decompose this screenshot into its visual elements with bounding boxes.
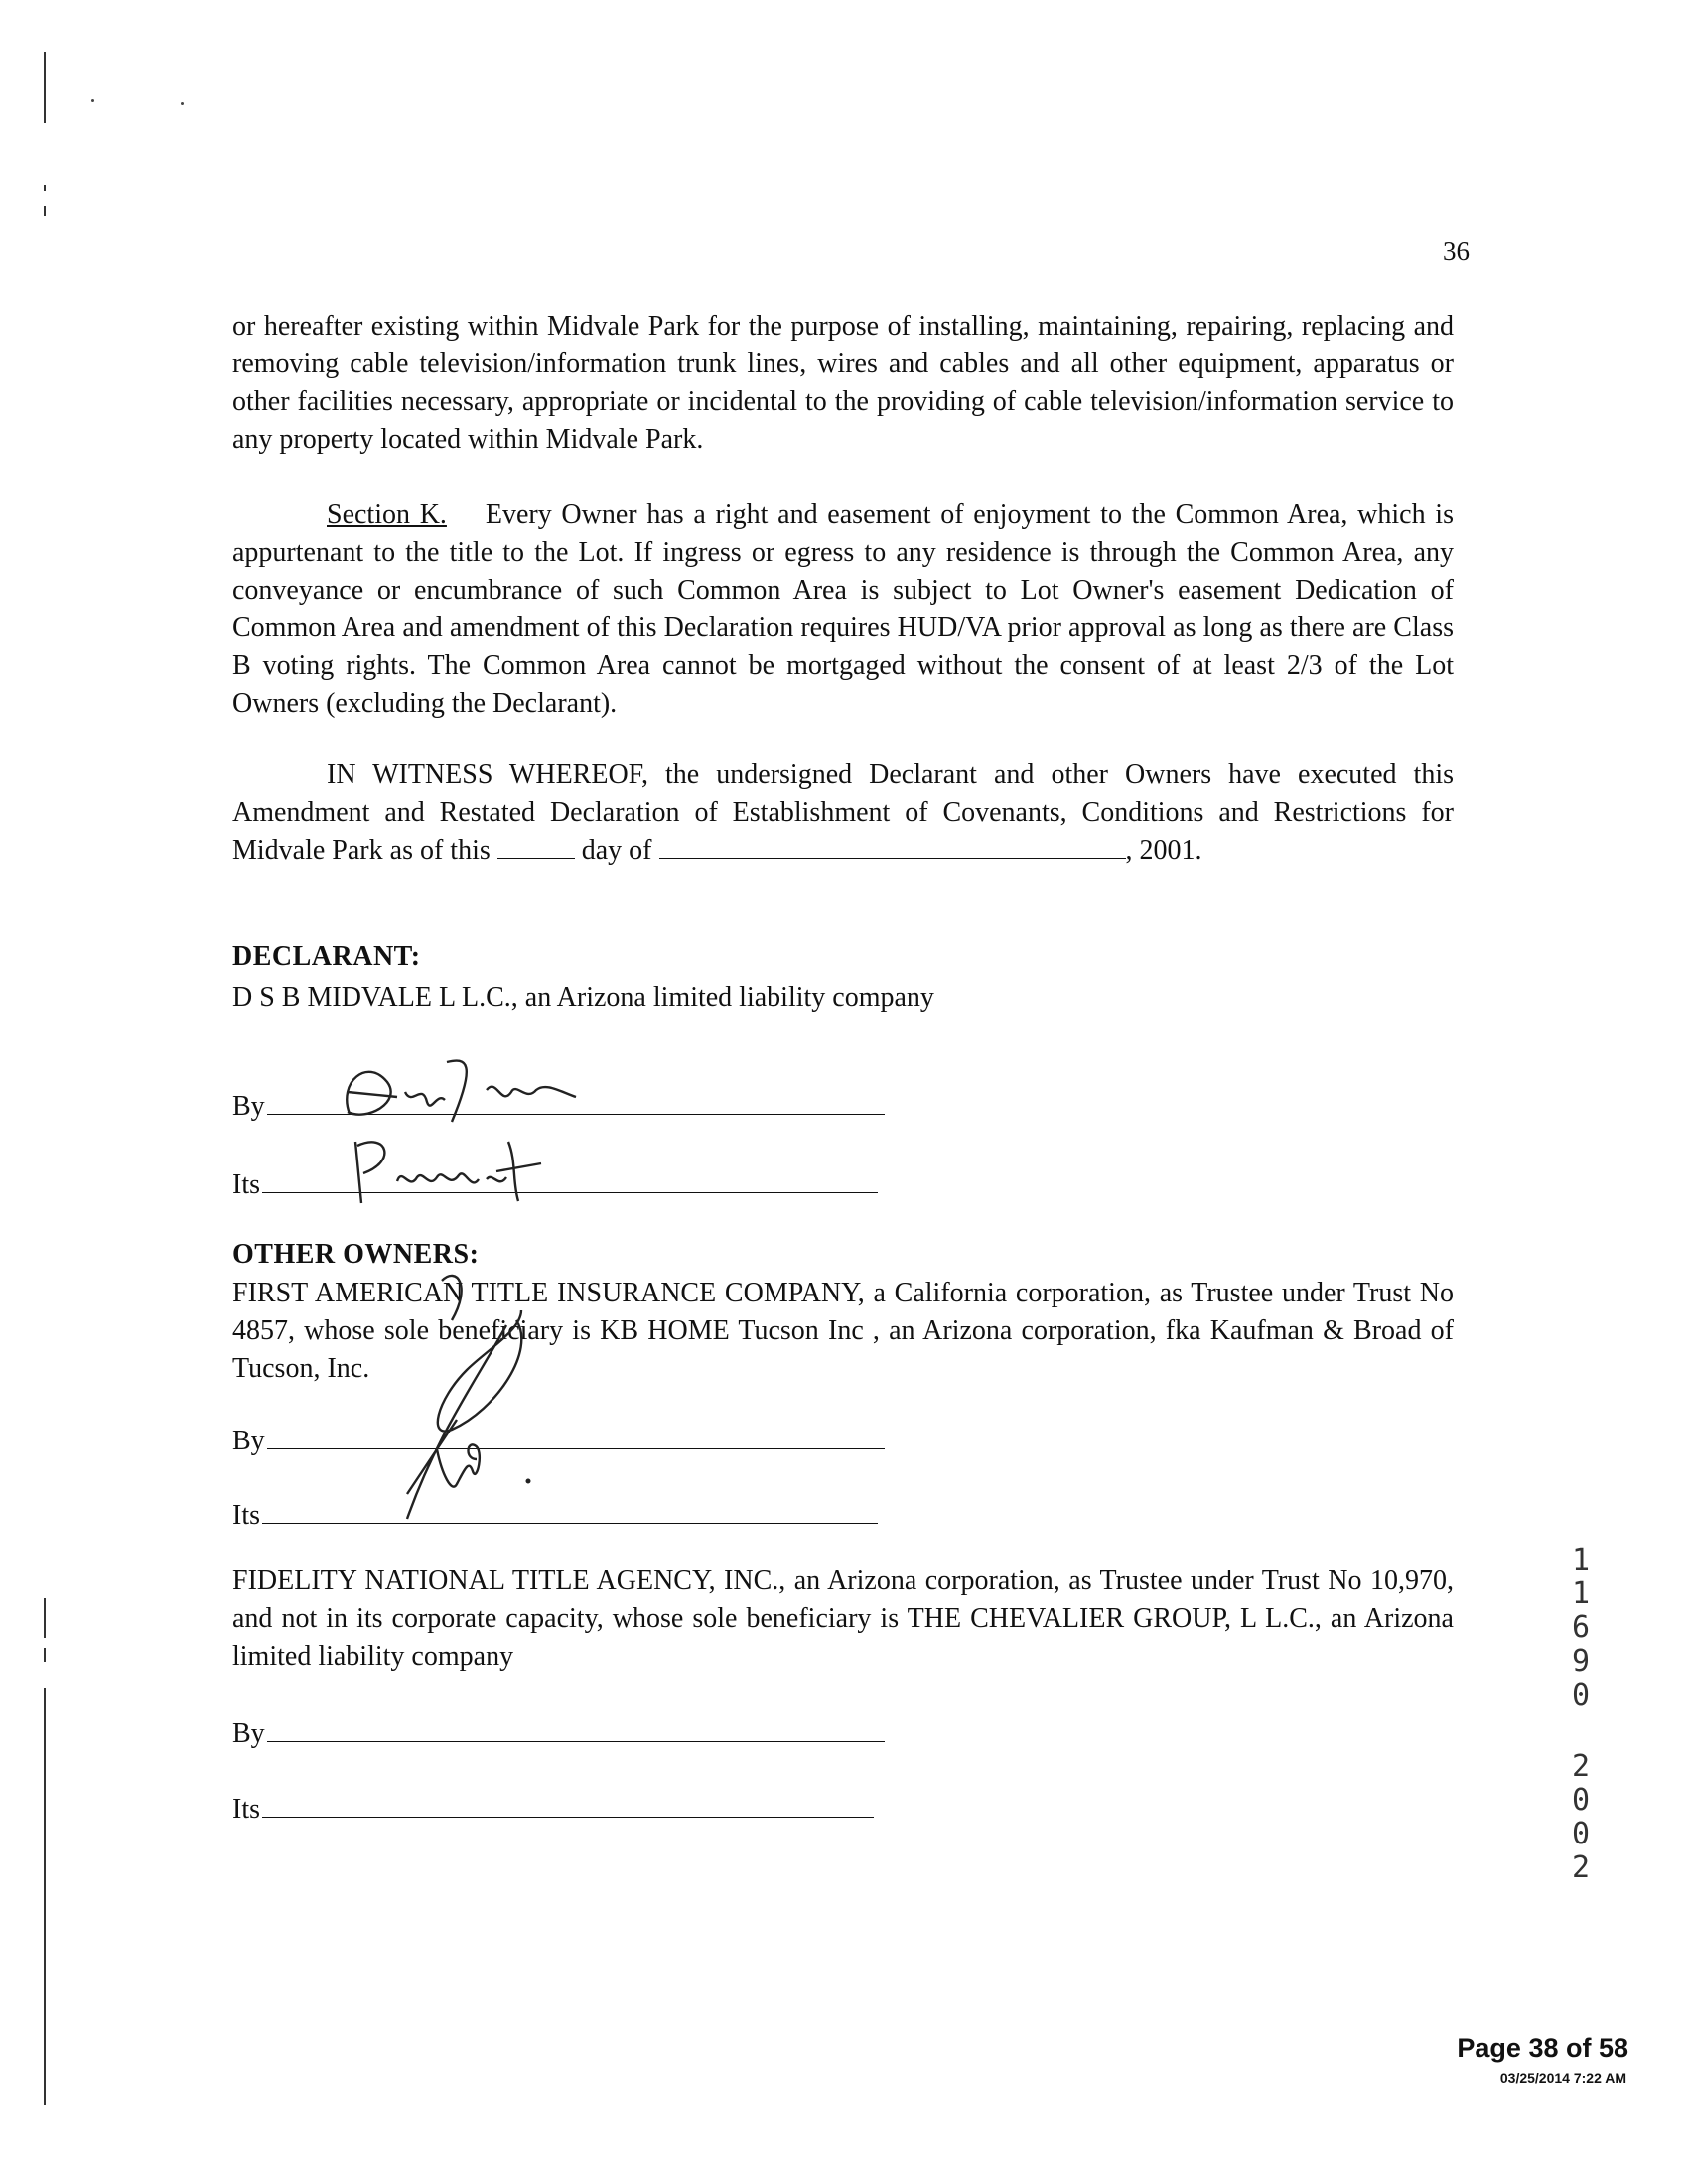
stamp-digit: 2: [1571, 1749, 1591, 1784]
easement-paragraph: or hereafter existing within Midvale Park for the purpose of installing, maintaining, repairing, replacing and removing cable television/information trunk lines, wires and cables and all other equipment, apparatus or other facilities necessary, appropriate or incidental to the providing of cable television/information service to any property located within Midvale Park.: [232, 311, 1454, 455]
fidelity-entity: FIDELITY NATIONAL TITLE AGENCY, INC., an Arizona corporation, as Trustee under Trust No 10,970, and not in its corporate capacity, whose sole beneficiary is THE CHEVALIER GROUP, L L.C., an Arizona limited liability company: [232, 1566, 1454, 1672]
footer-page-count: Page 38 of 58: [1457, 2033, 1628, 2063]
first-american-its-line: [232, 1499, 878, 1532]
declarant-its-line: [232, 1168, 878, 1201]
scan-edge-bottom: [44, 1688, 46, 2105]
day-blank: [497, 836, 575, 859]
title-rule: [262, 1793, 874, 1818]
day-of-text: day of: [581, 835, 652, 866]
first-american-by-line: [232, 1425, 885, 1457]
fidelity-its-line: [232, 1793, 874, 1826]
first-american-entity: FIRST AMERICAN TITLE INSURANCE COMPANY, a California corporation, as Trustee under Trust No 4857, whose sole beneficiary is KB HOME Tucson Inc , an Arizona corporation, fka Kaufman & Broad of Tucson, Inc.: [232, 1278, 1454, 1384]
scan-edge-top: [44, 52, 46, 123]
by-label: By: [232, 1718, 265, 1749]
its-label: Its: [232, 1169, 260, 1200]
stamp-digit: 2: [1571, 1850, 1591, 1885]
signature-rule: [267, 1425, 885, 1449]
stamp-digit: 0: [1571, 1783, 1591, 1818]
other-owners-heading: OTHER OWNERS:: [232, 1239, 480, 1270]
stamp-digit: 9: [1571, 1644, 1591, 1679]
witness-paragraph: [232, 756, 1454, 870]
signature-rule: [267, 1717, 885, 1742]
witness-text: IN WITNESS WHEREOF, the undersigned Declarant and other Owners have executed this Amendment and Restated Declaration of Establishment of Covenants, Conditions and Restrictions for Midvale Park as of this: [232, 759, 1454, 866]
its-label: Its: [232, 1794, 260, 1825]
scan-edge-lower: [44, 1598, 46, 1638]
by-label: By: [232, 1426, 265, 1456]
recording-stamp: [1561, 1544, 1601, 1885]
declarant-by-line: [232, 1090, 885, 1123]
scan-speck: [91, 99, 94, 102]
footer-timestamp: 03/25/2014 7:22 AM: [1499, 2070, 1626, 2086]
stamp-digit: 0: [1571, 1817, 1591, 1851]
signature-rule: [267, 1090, 885, 1115]
by-label: By: [232, 1091, 265, 1122]
title-rule: [262, 1168, 878, 1193]
its-label: Its: [232, 1500, 260, 1531]
fidelity-by-line: [232, 1717, 885, 1750]
stamp-digit: 6: [1571, 1610, 1591, 1645]
scan-speck: [181, 102, 184, 105]
declarant-entity: D S B MIDVALE L L.C., an Arizona limited liability company: [232, 982, 934, 1013]
declarant-heading: DECLARANT:: [232, 941, 421, 972]
page-number: 36: [1443, 236, 1470, 266]
section-k-label: Section K.: [327, 499, 447, 530]
section-k-paragraph: [232, 496, 1454, 723]
stamp-gap: [1561, 1712, 1601, 1750]
month-blank: [659, 836, 1126, 859]
stamp-digit: 1: [1571, 1576, 1591, 1611]
scan-edge-mid: [44, 185, 46, 191]
scan-edge-lower: [44, 1648, 46, 1662]
stamp-digit: 0: [1571, 1678, 1591, 1712]
scan-edge-mid: [44, 206, 46, 216]
section-k-text: Every Owner has a right and easement of enjoyment to the Common Area, which is appurtenant to the title to the Lot. If ingress or egress to any residence is through the Common Area, any conveyance or encumbrance of such Common Area is subject to Lot Owner's easement Dedication of Common Area and amendment of this Declaration requires HUD/VA prior approval as long as there are Class B voting rights. The Common Area cannot be mortgaged without the consent of at least 2/3 of the Lot Owners (excluding the Declarant).: [232, 499, 1454, 719]
year-text: , 2001.: [1125, 835, 1202, 866]
stamp-digit: 1: [1571, 1543, 1591, 1577]
title-rule: [262, 1499, 878, 1524]
